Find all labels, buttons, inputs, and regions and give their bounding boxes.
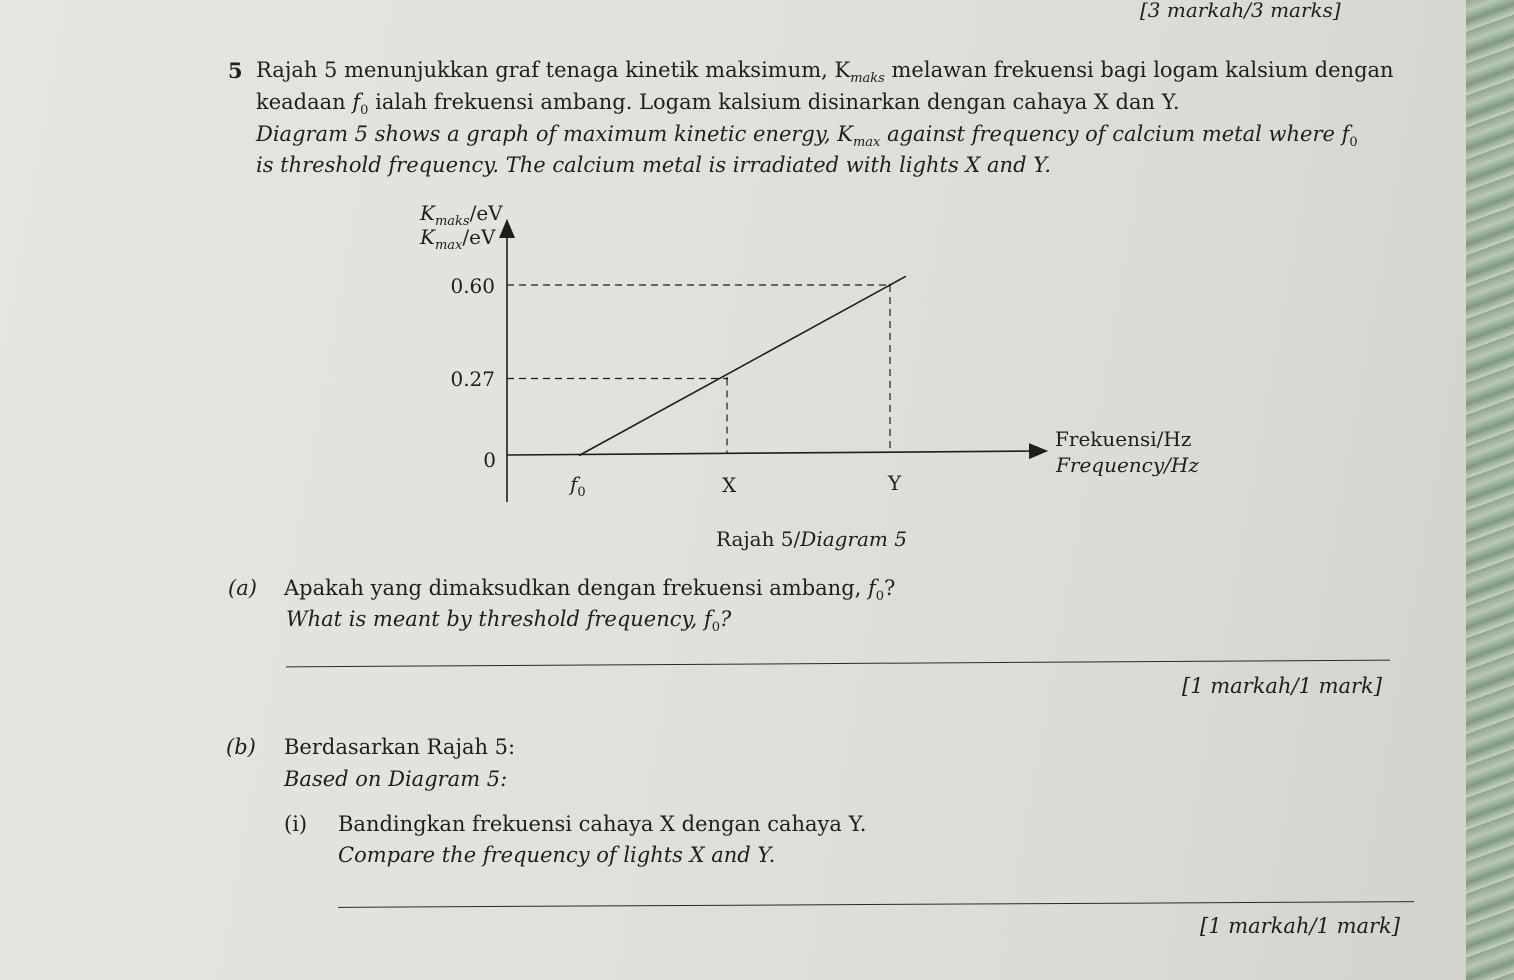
f0-symbol: f bbox=[352, 90, 361, 114]
plot-area bbox=[507, 276, 906, 456]
y-axis-label-ms: $K_{maks}/eV$ bbox=[420, 201, 503, 229]
diagram-caption bbox=[716, 527, 907, 551]
part-b-i-label: (i) bbox=[284, 812, 308, 836]
question-line-4: is threshold frequency. The calcium metal is irradiated with lights X and Y. bbox=[256, 153, 1052, 177]
y-tick-0.27: 0.27 bbox=[450, 367, 495, 391]
question-line-1-text: Rajah 5 menunjukkan graf tenaga kinetik maksimum, K bbox=[256, 58, 851, 82]
part-a-label: (a) bbox=[228, 576, 257, 600]
f0-subscript-en: 0 bbox=[1349, 135, 1358, 151]
data-point-Y bbox=[889, 284, 891, 286]
part-a-ms-end: ? bbox=[884, 576, 896, 600]
background-fabric bbox=[1466, 0, 1514, 980]
question-line-2 bbox=[256, 90, 1180, 118]
origin-label: 0 bbox=[483, 448, 496, 472]
x-axis-label-en: Frequency/Hz bbox=[1056, 453, 1199, 477]
question-number: 5 bbox=[228, 58, 243, 83]
caption-en: Diagram 5 bbox=[800, 527, 907, 551]
x-tick-x: X bbox=[722, 473, 737, 497]
part-a-question-en bbox=[286, 607, 731, 635]
part-a-en-f0: f bbox=[703, 607, 712, 631]
part-a-question-ms bbox=[284, 576, 895, 604]
top-marks: [3 markah/3 marks] bbox=[1140, 0, 1341, 22]
caption-ms: Rajah 5/ bbox=[716, 527, 801, 551]
part-b-i-question-en: Compare the frequency of lights X and Y. bbox=[338, 843, 776, 867]
kinetic-energy-line bbox=[580, 276, 906, 455]
question-line-2-start: keadaan bbox=[256, 90, 353, 114]
y-tick-0.60: 0.60 bbox=[450, 274, 495, 298]
question-line-3-end: against frequency of calcium metal where bbox=[880, 122, 1342, 146]
part-a-f0-sub: 0 bbox=[875, 589, 885, 605]
x-tick-y: Y bbox=[888, 471, 902, 495]
question-line-1 bbox=[256, 58, 1394, 86]
question-line-3-text: Diagram 5 shows a graph of maximum kinetic energy, K bbox=[256, 122, 853, 146]
part-a-f0: f bbox=[868, 576, 876, 600]
question-line-1-end: melawan frekuensi bagi logam kalsium dengan bbox=[884, 58, 1394, 82]
data-point-X bbox=[726, 377, 728, 379]
f0-symbol-en: f bbox=[1341, 122, 1350, 146]
question-line-2-end: ialah frekuensi ambang. Logam kalsium disinarkan dengan cahaya X dan Y. bbox=[368, 90, 1180, 114]
part-a-ms-text: Apakah yang dimaksudkan dengan frekuensi ambang, bbox=[284, 576, 868, 600]
part-b-label: (b) bbox=[226, 735, 256, 759]
f0-subscript: 0 bbox=[360, 103, 369, 119]
data-point-f0 bbox=[579, 454, 581, 456]
question-line-3 bbox=[256, 122, 1358, 150]
part-a-marks: [1 markah/1 mark] bbox=[1182, 674, 1382, 698]
part-a-en-end: ? bbox=[720, 607, 732, 631]
kinetic-energy-graph bbox=[410, 190, 1230, 550]
part-a-en-text: What is meant by threshold frequency, bbox=[286, 607, 704, 631]
kmax-subscript: max bbox=[852, 135, 881, 151]
kmaks-subscript: maks bbox=[850, 71, 885, 87]
part-b-intro-ms: Berdasarkan Rajah 5: bbox=[284, 735, 516, 759]
y-axis-label-en: $K_{max}/eV$ bbox=[420, 225, 496, 253]
part-b-i-question-ms: Bandingkan frekuensi cahaya X dengan cahaya Y. bbox=[338, 812, 867, 836]
x-axis-label-ms: Frekuensi/Hz bbox=[1055, 427, 1192, 451]
part-a-en-f0-sub: 0 bbox=[711, 620, 721, 636]
x-tick-f0: $f_0$ bbox=[570, 472, 586, 500]
part-b-marks: [1 markah/1 mark] bbox=[1200, 914, 1400, 938]
part-b-intro-en: Based on Diagram 5: bbox=[284, 767, 508, 791]
